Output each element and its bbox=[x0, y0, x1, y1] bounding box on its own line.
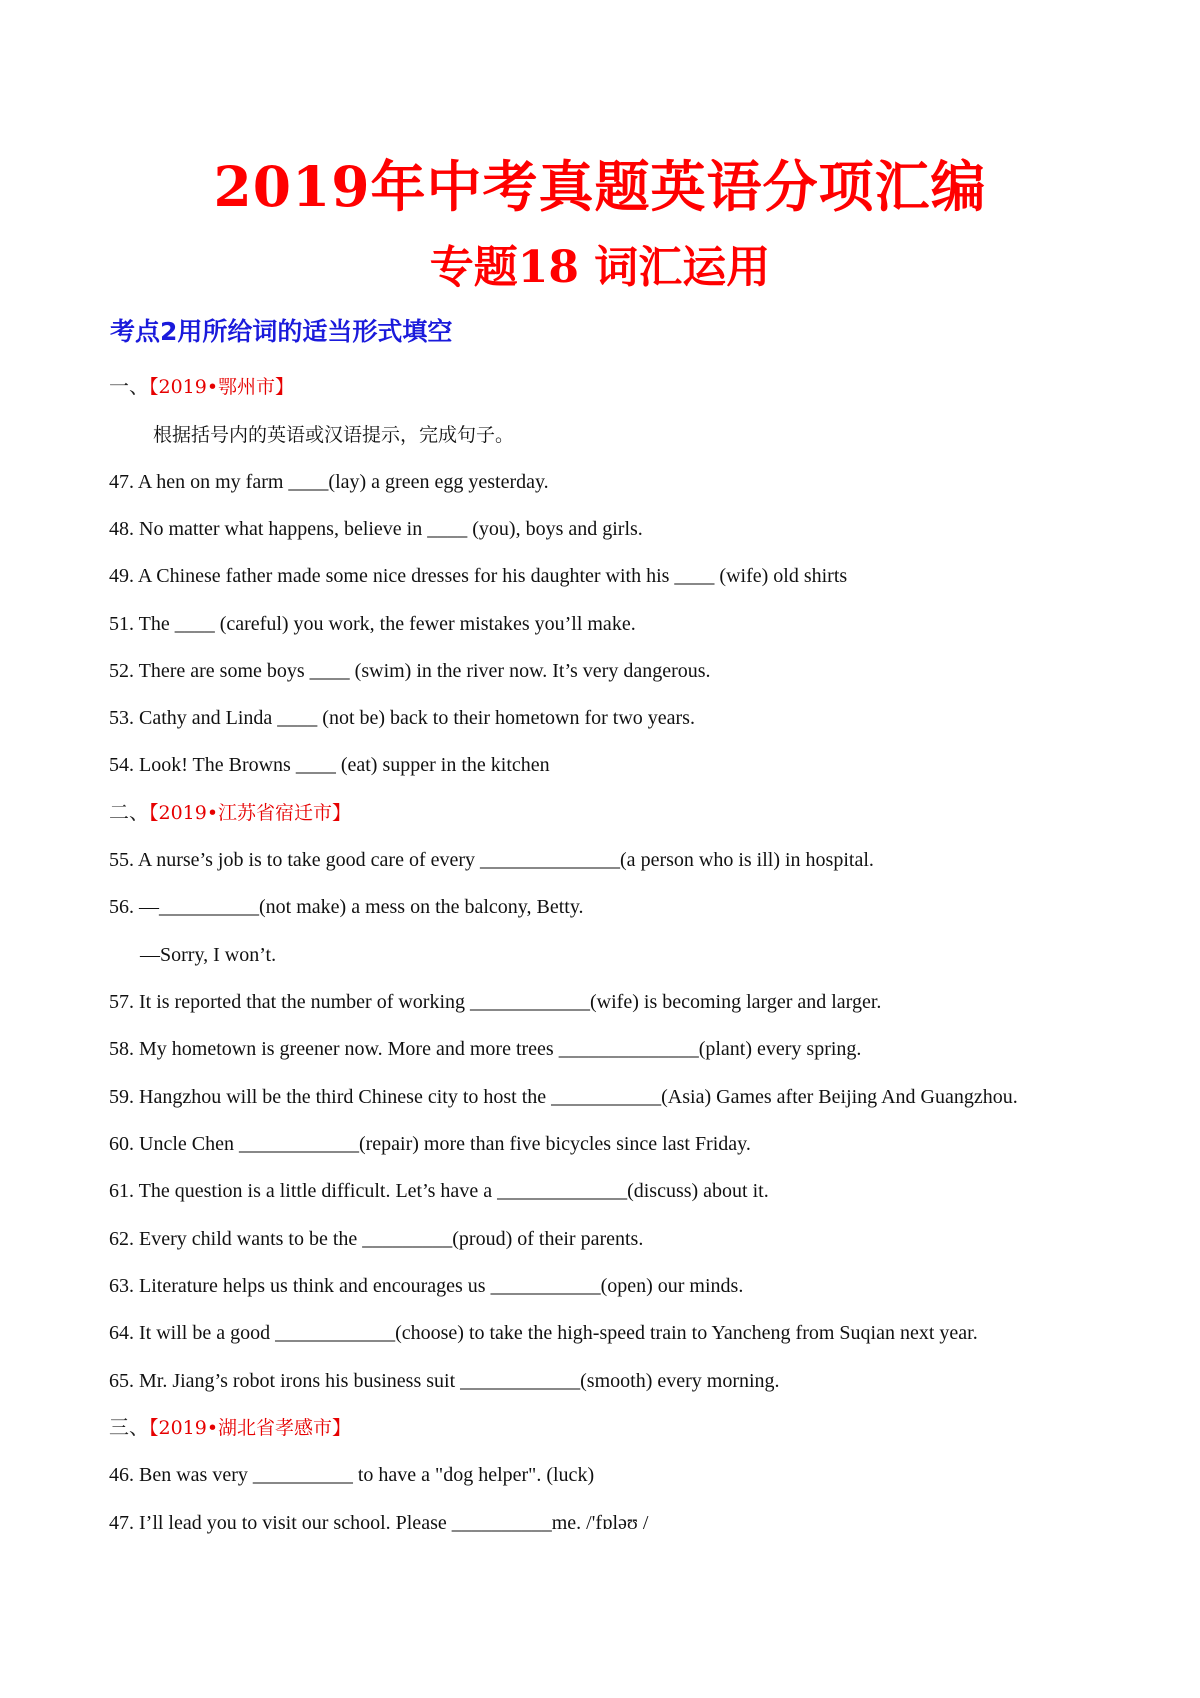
group-source: 【2019•鄂州市】 bbox=[149, 376, 295, 398]
question-item: 52. There are some boys ____ (swim) in the river now. It’s very dangerous. bbox=[109, 660, 711, 682]
question-item: 54. Look! The Browns ____ (eat) supper in the kitchen bbox=[109, 754, 550, 776]
question-item: 48. No matter what happens, believe in ____ (you), boys and girls. bbox=[109, 518, 643, 540]
document-title: 2019年中考真题英语分项汇编 bbox=[213, 154, 987, 219]
question-item: 53. Cathy and Linda ____ (not be) back to their hometown for two years. bbox=[109, 707, 695, 729]
question-item: 46. Ben was very __________ to have a "dog helper". (luck) bbox=[109, 1464, 595, 1486]
group-source: 【2019•湖北省孝感市】 bbox=[149, 1417, 352, 1439]
question-item: 56. —__________(not make) a mess on the balcony, Betty. bbox=[109, 896, 584, 918]
question-item: 65. Mr. Jiang’s robot irons his business suit ____________(smooth) every morning. bbox=[109, 1370, 780, 1392]
group-label: 一、 bbox=[109, 376, 149, 398]
question-item: 49. A Chinese father made some nice dresses for his daughter with his ____ (wife) old shirts bbox=[109, 565, 848, 587]
question-item: 63. Literature helps us think and encourages us ___________(open) our minds. bbox=[109, 1275, 744, 1297]
question-item: 62. Every child wants to be the _________(proud) of their parents. bbox=[109, 1228, 644, 1250]
question-item: 60. Uncle Chen ____________(repair) more than five bicycles since last Friday. bbox=[109, 1133, 751, 1155]
group-header-2 bbox=[109, 800, 351, 826]
question-item: 59. Hangzhou will be the third Chinese city to host the ___________(Asia) Games after Beijing And Guangzhou. bbox=[109, 1086, 1018, 1108]
section-heading: 考点2用所给词的适当形式填空 bbox=[110, 317, 453, 346]
question-item: 57. It is reported that the number of working ____________(wife) is becoming larger and larger. bbox=[109, 991, 882, 1013]
group-header-1 bbox=[109, 374, 294, 400]
question-item: 55. A nurse’s job is to take good care of every ______________(a person who is ill) in hospital. bbox=[109, 849, 874, 871]
question-item: 58. My hometown is greener now. More and more trees ______________(plant) every spring. bbox=[109, 1038, 862, 1060]
question-answer-line: —Sorry, I won’t. bbox=[140, 944, 277, 966]
group-instruction: 根据括号内的英语或汉语提示，完成句子。 bbox=[153, 424, 515, 446]
group-label: 二、 bbox=[109, 802, 149, 824]
question-item: 51. The ____ (careful) you work, the fewer mistakes you’ll make. bbox=[109, 613, 636, 635]
question-item: 47. A hen on my farm ____(lay) a green egg yesterday. bbox=[109, 471, 549, 493]
group-label: 三、 bbox=[109, 1417, 149, 1439]
question-item: 47. I’ll lead you to visit our school. Please __________me. /'fɒləʊ / bbox=[109, 1512, 649, 1534]
group-source: 【2019•江苏省宿迁市】 bbox=[149, 802, 352, 824]
document-subtitle: 专题18 词汇运用 bbox=[429, 242, 771, 293]
group-header-3 bbox=[109, 1415, 351, 1441]
question-item: 64. It will be a good ____________(choose) to take the high-speed train to Yancheng from Suqian next year. bbox=[109, 1322, 978, 1344]
question-item: 61. The question is a little difficult. Let’s have a _____________(discuss) about it. bbox=[109, 1180, 769, 1202]
